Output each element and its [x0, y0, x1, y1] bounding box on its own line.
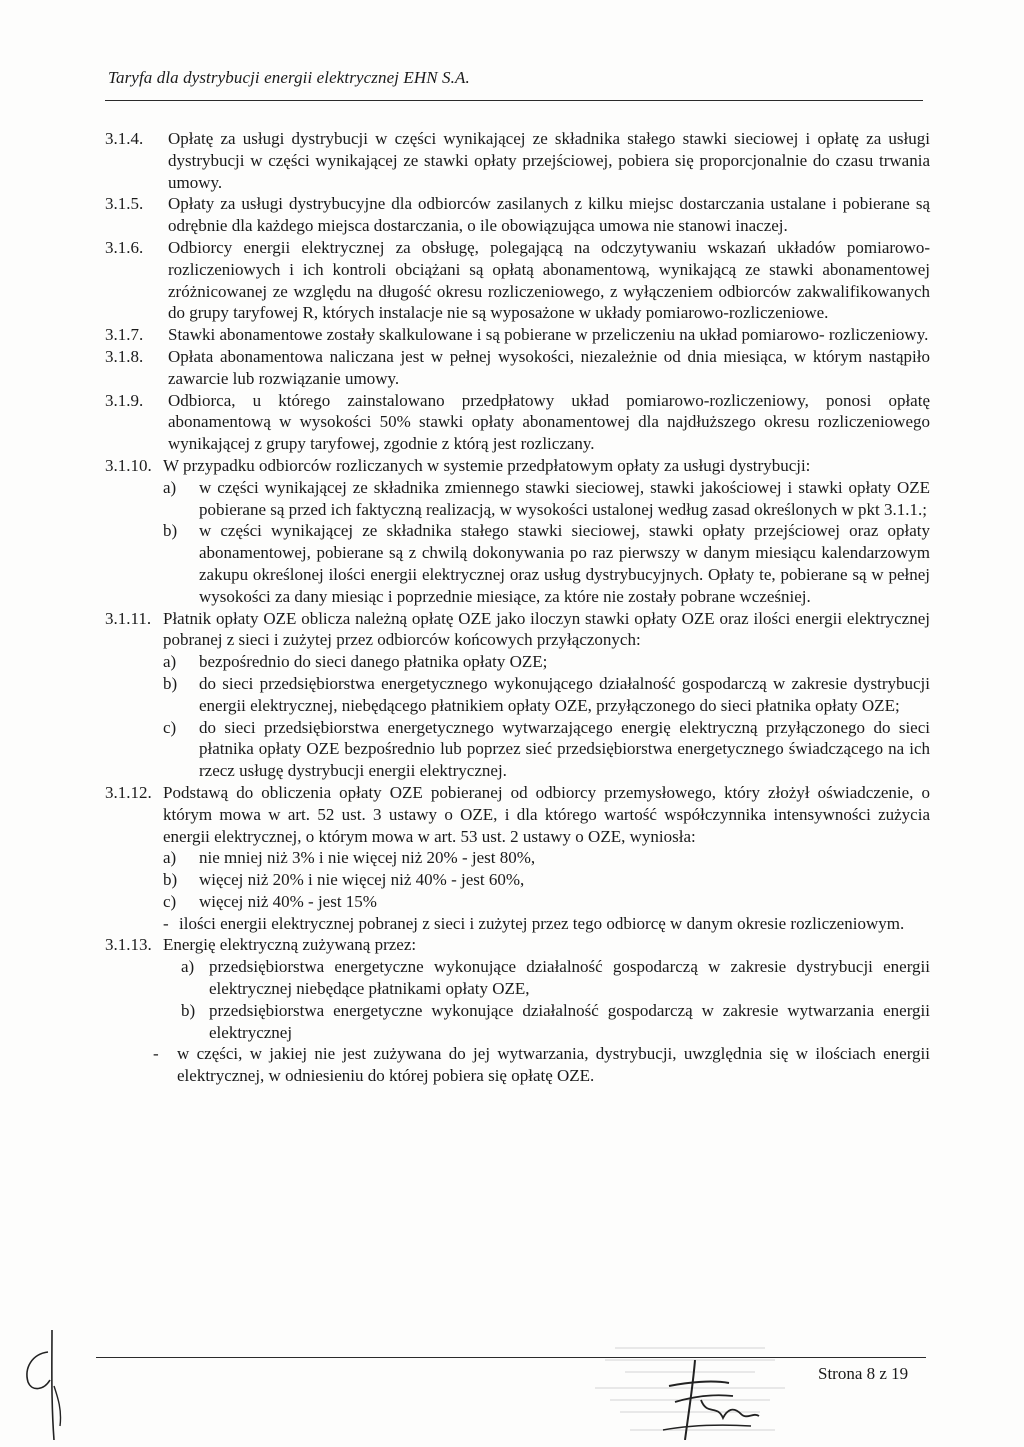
- section-3-1-7: [105, 324, 930, 346]
- list-item-text: przedsiębiorstwa energetyczne wykonujące działalność gospodarczą w zakresie dystrybucji energii elektrycznej niebędące płatnikami opłaty OZE,: [209, 957, 930, 999]
- section-text: Płatnik opłaty OZE oblicza należną opłatę OZE jako iloczyn stawki opłaty OZE oraz ilości energii elektrycznej pobranej z sieci i zużytej przez odbiorców końcowych przyłączonych:: [163, 608, 930, 650]
- section-text: Podstawą do obliczenia opłaty OZE pobieranej od odbiorcy przemysłowego, który złożył oświadczenie, o którym mowa w art. 52 ust. 3 ustawy o OZE, i dla którego wartość współczynnika intensywności zużycia energii elektrycznej, o którym mowa w art. 53 ust. 2 ustawy o OZE, wyniosła:: [163, 782, 930, 846]
- list-item-label: b): [163, 673, 178, 693]
- section-number: 3.1.6.: [105, 237, 144, 257]
- section-number: 3.1.5.: [105, 194, 144, 214]
- list-item-text: więcej niż 40% - jest 15%: [199, 891, 377, 911]
- dash-item-text: w części, w jakiej nie jest zużywana do jej wytwarzania, dystrybucji, uwzględnia się w ilościach energii elektrycznej, w odniesieniu do której pobiera się opłatę OZE.: [177, 1044, 930, 1086]
- section-number: 3.1.11.: [105, 608, 152, 628]
- section-3-1-12: [105, 782, 930, 935]
- footer-divider: [96, 1357, 926, 1358]
- section-number: 3.1.13.: [105, 935, 152, 955]
- section-number: 3.1.9.: [105, 390, 144, 410]
- list-item: [163, 477, 930, 521]
- section-text: Opłaty za usługi dystrybucyjne dla odbiorców zasilanych z kilku miejsc dostarczania ustalane i pobierane są odrębnie dla każdego miejsca dostarczania, o ile obowiązująca umowa nie stanowi inaczej.: [168, 194, 930, 236]
- list-item: [163, 520, 930, 607]
- dash-item: [153, 1043, 930, 1087]
- list-item: [163, 869, 930, 891]
- list-item: [181, 1000, 930, 1044]
- list-item-label: b): [163, 521, 178, 541]
- list-item-text: nie mniej niż 3% i nie więcej niż 20% - jest 80%,: [199, 848, 536, 868]
- list-item-label: a): [163, 477, 177, 497]
- section-body: [153, 934, 930, 1087]
- list-item-label: b): [181, 1000, 196, 1020]
- section-text: Odbiorcy energii elektrycznej za obsługę, polegającą na odczytywaniu wskazań układów pomiarowo-rozliczeniowych i ich kontroli obciążani są opłatą abonamentową, wynikającą ze stawki abonamentowej zróżnicowanej ze względu na długość okresu rozliczeniowego, z wyłączeniem odbiorców zakwalifikowanych do grupy taryfowej R, których instalacje nie są wyposażone w układy pomiarowo-rozliczeniowe.: [168, 237, 930, 323]
- list-item-label: a): [181, 957, 195, 977]
- section-3-1-9: [105, 390, 930, 455]
- list-item-text: do sieci przedsiębiorstwa energetycznego wykonującego działalność gospodarczą w zakresie dystrybucji energii elektrycznej, niebędącego płatnikiem opłaty OZE, przyłączonego do sieci płatnika opłaty OZE;: [199, 673, 930, 715]
- section-number: 3.1.12.: [105, 782, 152, 802]
- section-number: 3.1.4.: [105, 129, 144, 148]
- dash-item-text: ilości energii elektrycznej pobranej z sieci i zużytej przez tego odbiorcę w danym okresie rozliczeniowym.: [179, 913, 905, 933]
- signature: [655, 1360, 765, 1440]
- initials-mark: [18, 1330, 68, 1440]
- section-number: 3.1.10.: [105, 455, 152, 475]
- list-item: [163, 673, 930, 717]
- dash-marker: -: [163, 913, 169, 933]
- list-item: [181, 956, 930, 1000]
- section-text: Opłatę za usługi dystrybucji w części wynikającej ze składnika stałego stawki sieciowej i opłatę za usługi dystrybucji w części wynikającej ze stawki opłaty przejściowej, pobiera się proporcjonalnie do czasu trwania umowy.: [168, 129, 930, 192]
- list-item-label: a): [163, 652, 177, 672]
- list-item-label: c): [163, 891, 177, 911]
- dash-item: [163, 913, 930, 935]
- dash-marker: -: [153, 1044, 159, 1064]
- list-item: [163, 651, 930, 673]
- list-item-text: przedsiębiorstwa energetyczne wykonujące działalność gospodarczą w zakresie wytwarzania energii elektrycznej: [209, 1000, 930, 1042]
- section-text: Opłata abonamentowa naliczana jest w pełnej wysokości, niezależnie od dnia miesiąca, w którym nastąpiło zawarcie lub rozwiązanie umowy.: [168, 346, 930, 388]
- list-item-text: więcej niż 20% i nie więcej niż 40% - jest 60%,: [199, 870, 525, 890]
- section-3-1-11: [105, 608, 930, 782]
- section-body: [163, 455, 930, 608]
- section-text: Energię elektryczną zużywaną przez:: [163, 935, 417, 955]
- section-number: 3.1.7.: [105, 325, 144, 345]
- list-item: [163, 847, 930, 869]
- document-body: [105, 128, 930, 1087]
- section-3-1-6: [105, 237, 930, 324]
- section-text: Odbiorca, u którego zainstalowano przedpłatowy układ pomiarowo-rozliczeniowy, ponosi opłatę abonamentową w wysokości 50% stawki opłaty abonamentowej dla najdłuższego okresu rozliczeniowego wynikającej z grupy taryfowej, zgodnie z którą jest rozliczany.: [168, 390, 930, 454]
- section-text: Stawki abonamentowe zostały skalkulowane i są pobierane w przeliczeniu na układ pomiarowo- rozliczeniowy.: [168, 325, 929, 345]
- section-body: [163, 608, 930, 782]
- section-text: W przypadku odbiorców rozliczanych w systemie przedpłatowym opłaty za usługi dystrybucji:: [163, 455, 811, 475]
- section-3-1-13: [105, 934, 930, 1087]
- list-item-text: do sieci przedsiębiorstwa energetycznego wytwarzającego energię elektryczną przyłączonego do sieci płatnika opłaty OZE bezpośrednio lub poprzez sieć przedsiębiorstwa energetycznego świadczącego na ich rzecz usługę dystrybucji energii elektrycznej.: [199, 717, 930, 781]
- section-3-1-8: [105, 346, 930, 390]
- list-item-label: b): [163, 870, 178, 890]
- header-divider: [105, 100, 923, 101]
- list-item-text: bezpośrednio do sieci danego płatnika opłaty OZE;: [199, 652, 548, 672]
- list-item-label: a): [163, 848, 177, 868]
- section-3-1-10: [105, 455, 930, 608]
- section-3-1-5: [105, 193, 930, 237]
- document-header-title: Taryfa dla dystrybucji energii elektrycznej EHN S.A.: [108, 68, 470, 87]
- list-item-label: c): [163, 717, 177, 737]
- page-number: Strona 8 z 19: [818, 1364, 909, 1383]
- list-item: [163, 717, 930, 782]
- list-item-text: w części wynikającej ze składnika stałego stawki sieciowej, stawki opłaty przejściowej oraz opłaty abonamentowej, pobierane są z chwilą dokonywania po raz pierwszy w danym miesiącu kalendarzowym zakupu określonej ilości energii elektrycznej oraz usług dystrybucyjnych. Opłaty te, pobierane są w pełnej wysokości za dany miesiąc i poprzednie miesiące, za które nie zostały pobrane wcześniej.: [199, 521, 930, 606]
- section-number: 3.1.8.: [105, 346, 144, 366]
- list-item: [163, 891, 930, 913]
- list-item-text: w części wynikającej ze składnika zmiennego stawki sieciowej, stawki jakościowej i stawki opłaty OZE pobierane są przed ich faktyczną realizacją, w wysokości ustalonej według zasad określonych w pkt 3.1.1.;: [199, 477, 930, 519]
- section-3-1-4: [105, 128, 930, 193]
- section-body: [163, 782, 930, 935]
